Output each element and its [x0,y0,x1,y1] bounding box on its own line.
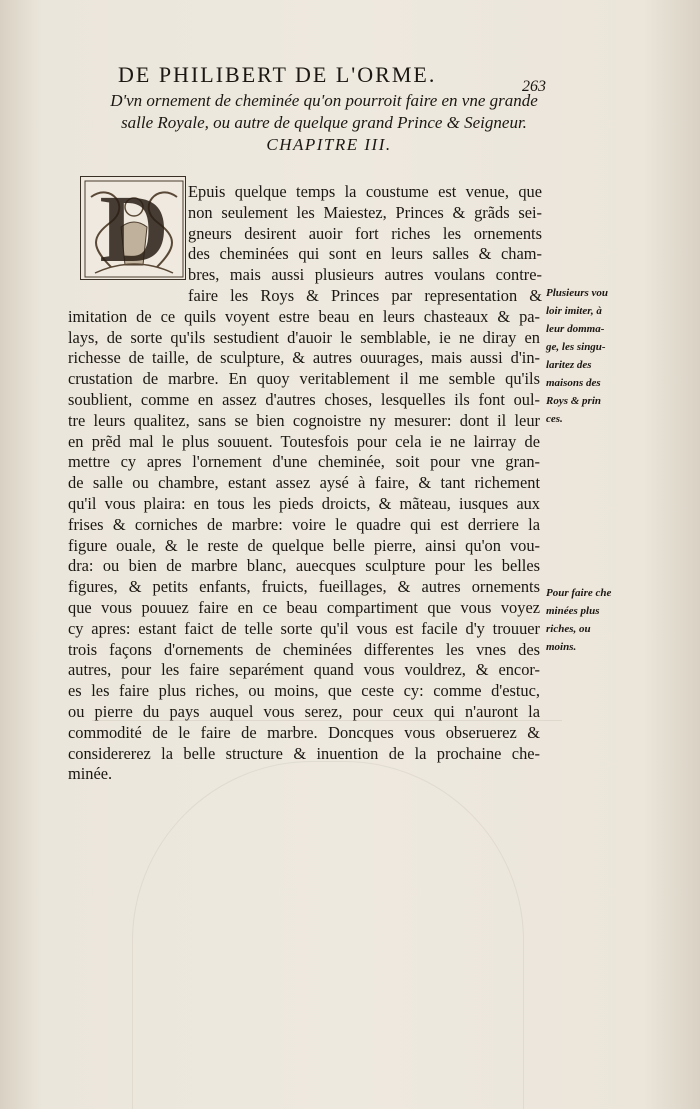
text-line: non seulement les Maiestez, Princes & grãds sei- [188,202,542,222]
text-line: es les faire plus riches, ou moins, que ceste cy: comme d'estuc, [68,681,540,701]
margin-note [546,284,628,428]
text-line: lays, de sorte qu'ils sestudient d'auoir le semblable, ie ne diray en [68,327,540,347]
text-line: frises & corniches de marbre: voire le quadre qui est derriere la [68,514,540,534]
text-line: figures, & petits enfants, fruicts, fueillages, & autres ornements [68,577,540,597]
text-line: que vous pouuez faire en ce beau compartiment que vous voyez [68,598,540,617]
page-number: 263 [522,78,546,95]
text-line: ou pierre du pays auquel vous serez, pour ceux qui n'auront la [68,702,540,721]
initial-letter: D [99,175,169,282]
text-line: imitation de ce quils voyent estre beau en leurs chasteaux & pa- [68,306,540,326]
margin-note-line: Roys & prin [546,395,602,407]
chapter-title-text: D'vn ornement de cheminée qu'on pourroit faire en vne grande salle Royale, ou autre de quelque grand Prince & Seigneur. [110,91,538,132]
text-line: des cheminées qui sont en leurs salles & cham- [188,244,542,264]
margin-note [546,584,628,656]
text-line: en prẽd mal le plus souuent. Toutesfois pour cela ie ne lairray de [68,431,540,451]
text-line: commodité de le faire de marbre. Doncques vous obseruerez & [68,722,540,742]
text-line: faire les Roys & Princes par representation & [188,286,542,305]
text-line: considererez la belle structure & inuention de la prochaine che- [68,743,540,763]
text-line: richesse de taille, de sculpture, & autres ouurages, mais aussi d'in- [68,348,540,368]
text-line: gneurs desirent auoir fort riches les ornements [188,223,542,243]
margin-note-line: ces. [546,413,563,425]
text-line: bres, mais aussi plusieurs autres voulans contre- [188,265,542,285]
margin-note-line: moins. [546,641,577,653]
text-line: trois façons d'ornements de cheminées differentes les vnes des [68,639,540,659]
margin-note-line: loir imiter, à [546,305,602,317]
margin-note-line: Pour faire che [546,587,612,599]
margin-note-line: maisons des [546,377,601,389]
margin-note-line: Plusieurs vou [546,287,609,299]
chapter-title [104,90,544,156]
text-line: dra: ou bien de marbre blanc, auecques sculpture pour les belles [68,556,540,576]
text-line: Epuis quelque temps la coustume est venue, que [188,182,542,201]
margin-note-line: ge, les singu- [546,341,606,353]
text-line: de salle ou chambre, estant assez aysé à faire, & tant richement [68,473,540,493]
chapter-number: CHAPITRE III. [266,135,392,154]
text-line: figure ouale, & le reste de quelque belle pierre, ainsi qu'on vou- [68,535,540,555]
running-head: DE PHILIBERT DE L'ORME. [118,62,437,87]
text-line: cy apres: estant faict de telle sorte qu'il vous est facile d'y trouuer [68,618,540,638]
text-line: soublient, comme en assez d'autres choses, lesquelles ils font oul- [68,390,540,409]
margin-note-line: riches, ou [546,623,591,635]
text-line: mettre cy apres l'ornement d'une cheminée, soit pour vne gran- [68,452,540,472]
margin-note-line: leur domma- [546,323,605,335]
margin-note-line: minées plus [546,605,600,617]
margin-note-line: laritez des [546,359,592,371]
text-line: tre leurs qualitez, sans se bien cognoistre ny mesurer: dont il leur [68,410,540,430]
decorated-initial [80,176,186,280]
text-line: minée. [68,764,113,784]
text-line: crustation de marbre. En quoy veritablement il me semble qu'ils [68,369,540,389]
text-line: qu'il vous plaira: en tous les pieds droicts, & mãteau, iusques aux [68,494,540,513]
text-line: autres, pour les faire separément quand vous vouldrez, & encor- [68,660,540,680]
